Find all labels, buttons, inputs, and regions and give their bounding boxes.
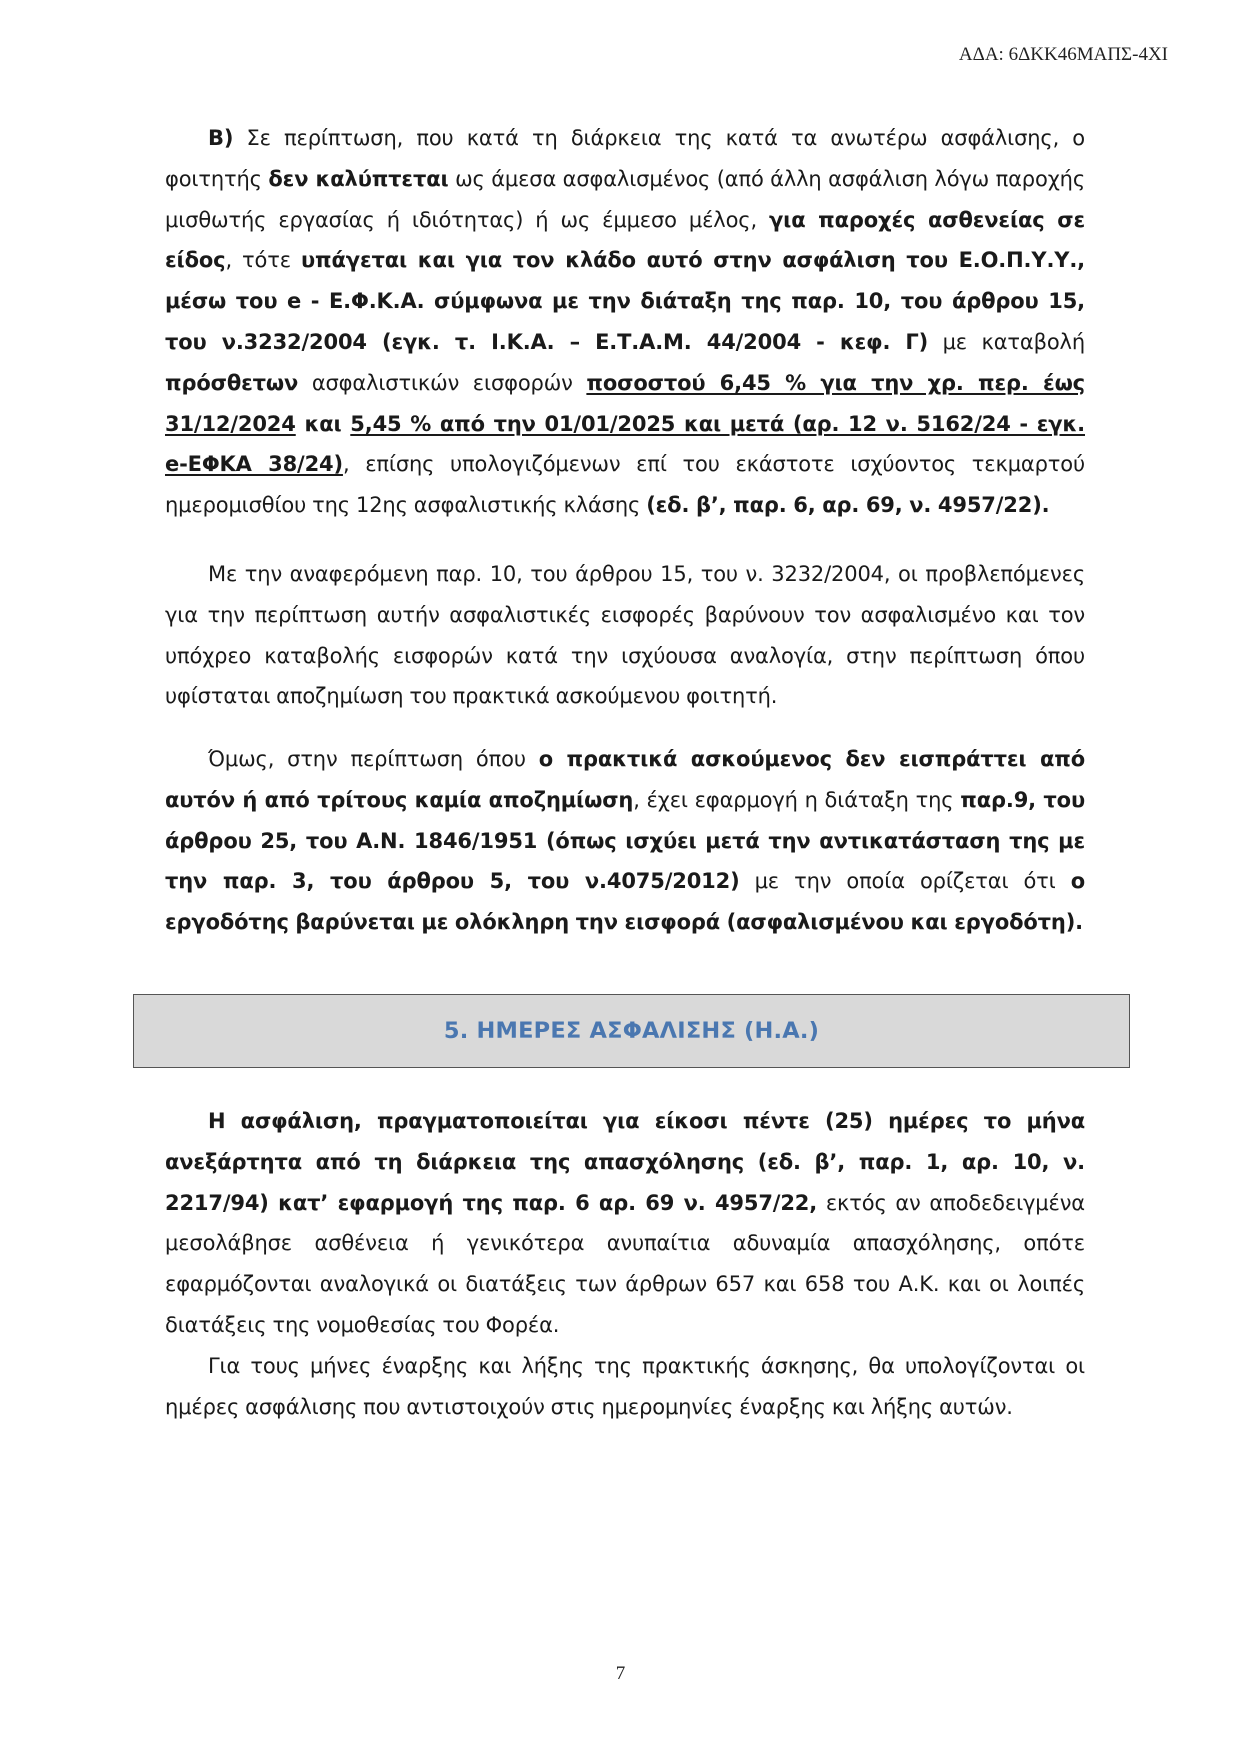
- page-number: 7: [615, 1663, 626, 1684]
- paragraph-uninsured-student: Β) Σε περίπτωση, που κατά τη διάρκεια της κατά τα ανωτέρω ασφάλισης, ο φοιτητής δεν καλύπτεται ως άμεσα ασφαλισμένος (από άλλη ασφάλιση λόγω παροχής μισθωτής εργασίας ή ιδιότητας) ή ως έμμεσο μέλος, για παροχές ασθενείας σε είδος, τότε υπάγεται και για τον κλάδο αυτό στην ασφάλιση του Ε.Ο.Π.Υ.Υ., μέσω του e - Ε.Φ.Κ.Α. σύμφωνα με την διάταξη της παρ. 10, του άρθρου 15, του ν.3232/2004 (εγκ. τ. Ι.Κ.Α. – Ε.Τ.Α.Μ. 44/2004 - κεφ. Γ) με καταβολή πρόσθετων ασφαλιστικών εισφορών ποσοστού 6,45 % για την χρ. περ. έως 31/12/2024 και 5,45 % από την 01/01/2025 και μετά (αρ. 12 ν. 5162/24 - εγκ. e-ΕΦΚΑ 38/24), επίσης υπολογιζόμενων επί του εκάστοτε ισχύοντος τεκμαρτού ημερομισθίου της 12ης ασφαλιστικής κλάσης (εδ. β’, παρ. 6, αρ. 69, ν. 4957/22).: [165, 126, 1086, 518]
- section-heading: 5. ΗΜΕΡΕΣ ΑΣΦΑΛΙΣΗΣ (Η.Α.): [443, 1018, 820, 1044]
- paragraph-contribution-burden: Με την αναφερόμενη παρ. 10, του άρθρου 15, του ν. 3232/2004, οι προβλεπόμενες για την περίπτωση αυτήν ασφαλιστικές εισφορές βαρύνουν τον ασφαλισμένο και τον υπόχρεο καταβολής εισφορών κατά την ισχύουσα αναλογία, στην περίπτωση όπου υφίσταται αποζημίωση του πρακτικά ασκούμενου φοιτητή.: [165, 562, 1085, 709]
- ada-identifier: ΑΔΑ: 6ΔΚΚ46ΜΑΠΣ-4ΧΙ: [958, 44, 1168, 65]
- paragraph-start-end-months: Για τους μήνες έναρξης και λήξης της πρακτικής άσκησης, θα υπολογίζονται οι ημέρες ασφάλισης που αντιστοιχούν στις ημερομηνίες έναρξης και λήξης αυτών.: [165, 1354, 1085, 1419]
- rate-2025-underlined: 5,45 % από την 01/01/2025 και μετά (αρ. 12 ν. 5162/24 - εγκ. e-ΕΦΚΑ 38/24): [165, 411, 1085, 477]
- section-heading-box: [133, 994, 1130, 1068]
- paragraph-no-compensation: Όμως, στην περίπτωση όπου ο πρακτικά ασκούμενος δεν εισπράττει από αυτόν ή από τρίτους καμία αποζημίωση, έχει εφαρμογή η διάταξη της παρ.9, του άρθρου 25, του Α.Ν. 1846/1951 (όπως ισχύει μετά την αντικατάσταση της με την παρ. 3, του άρθρου 5, του ν.4075/2012) με την οποία ορίζεται ότι ο εργοδότης βαρύνεται με ολόκληρη την εισφορά (ασφαλισμένου και εργοδότη).: [165, 747, 1085, 935]
- paragraph-insurance-days: Η ασφάλιση, πραγματοποιείται για είκοσι πέντε (25) ημέρες το μήνα ανεξάρτητα από τη διάρκεια της απασχόλησης (εδ. β’, παρ. 1, αρ. 10, ν. 2217/94) κατ’ εφαρμογή της παρ. 6 αρ. 69 ν. 4957/22, εκτός αν αποδεδειγμένα μεσολάβησε ασθένεια ή γενικότερα ανυπαίτια αδυναμία απασχόλησης, οπότε εφαρμόζονται αναλογικά οι διατάξεις των άρθρων 657 και 658 του Α.Κ. και οι λοιπές διατάξεις της νομοθεσίας του Φορέα.: [165, 1109, 1085, 1337]
- rate-2024-underlined: ποσοστού 6,45 % για την χρ. περ. έως 31/12/2024: [165, 370, 1085, 436]
- case-label: Β): [208, 126, 234, 150]
